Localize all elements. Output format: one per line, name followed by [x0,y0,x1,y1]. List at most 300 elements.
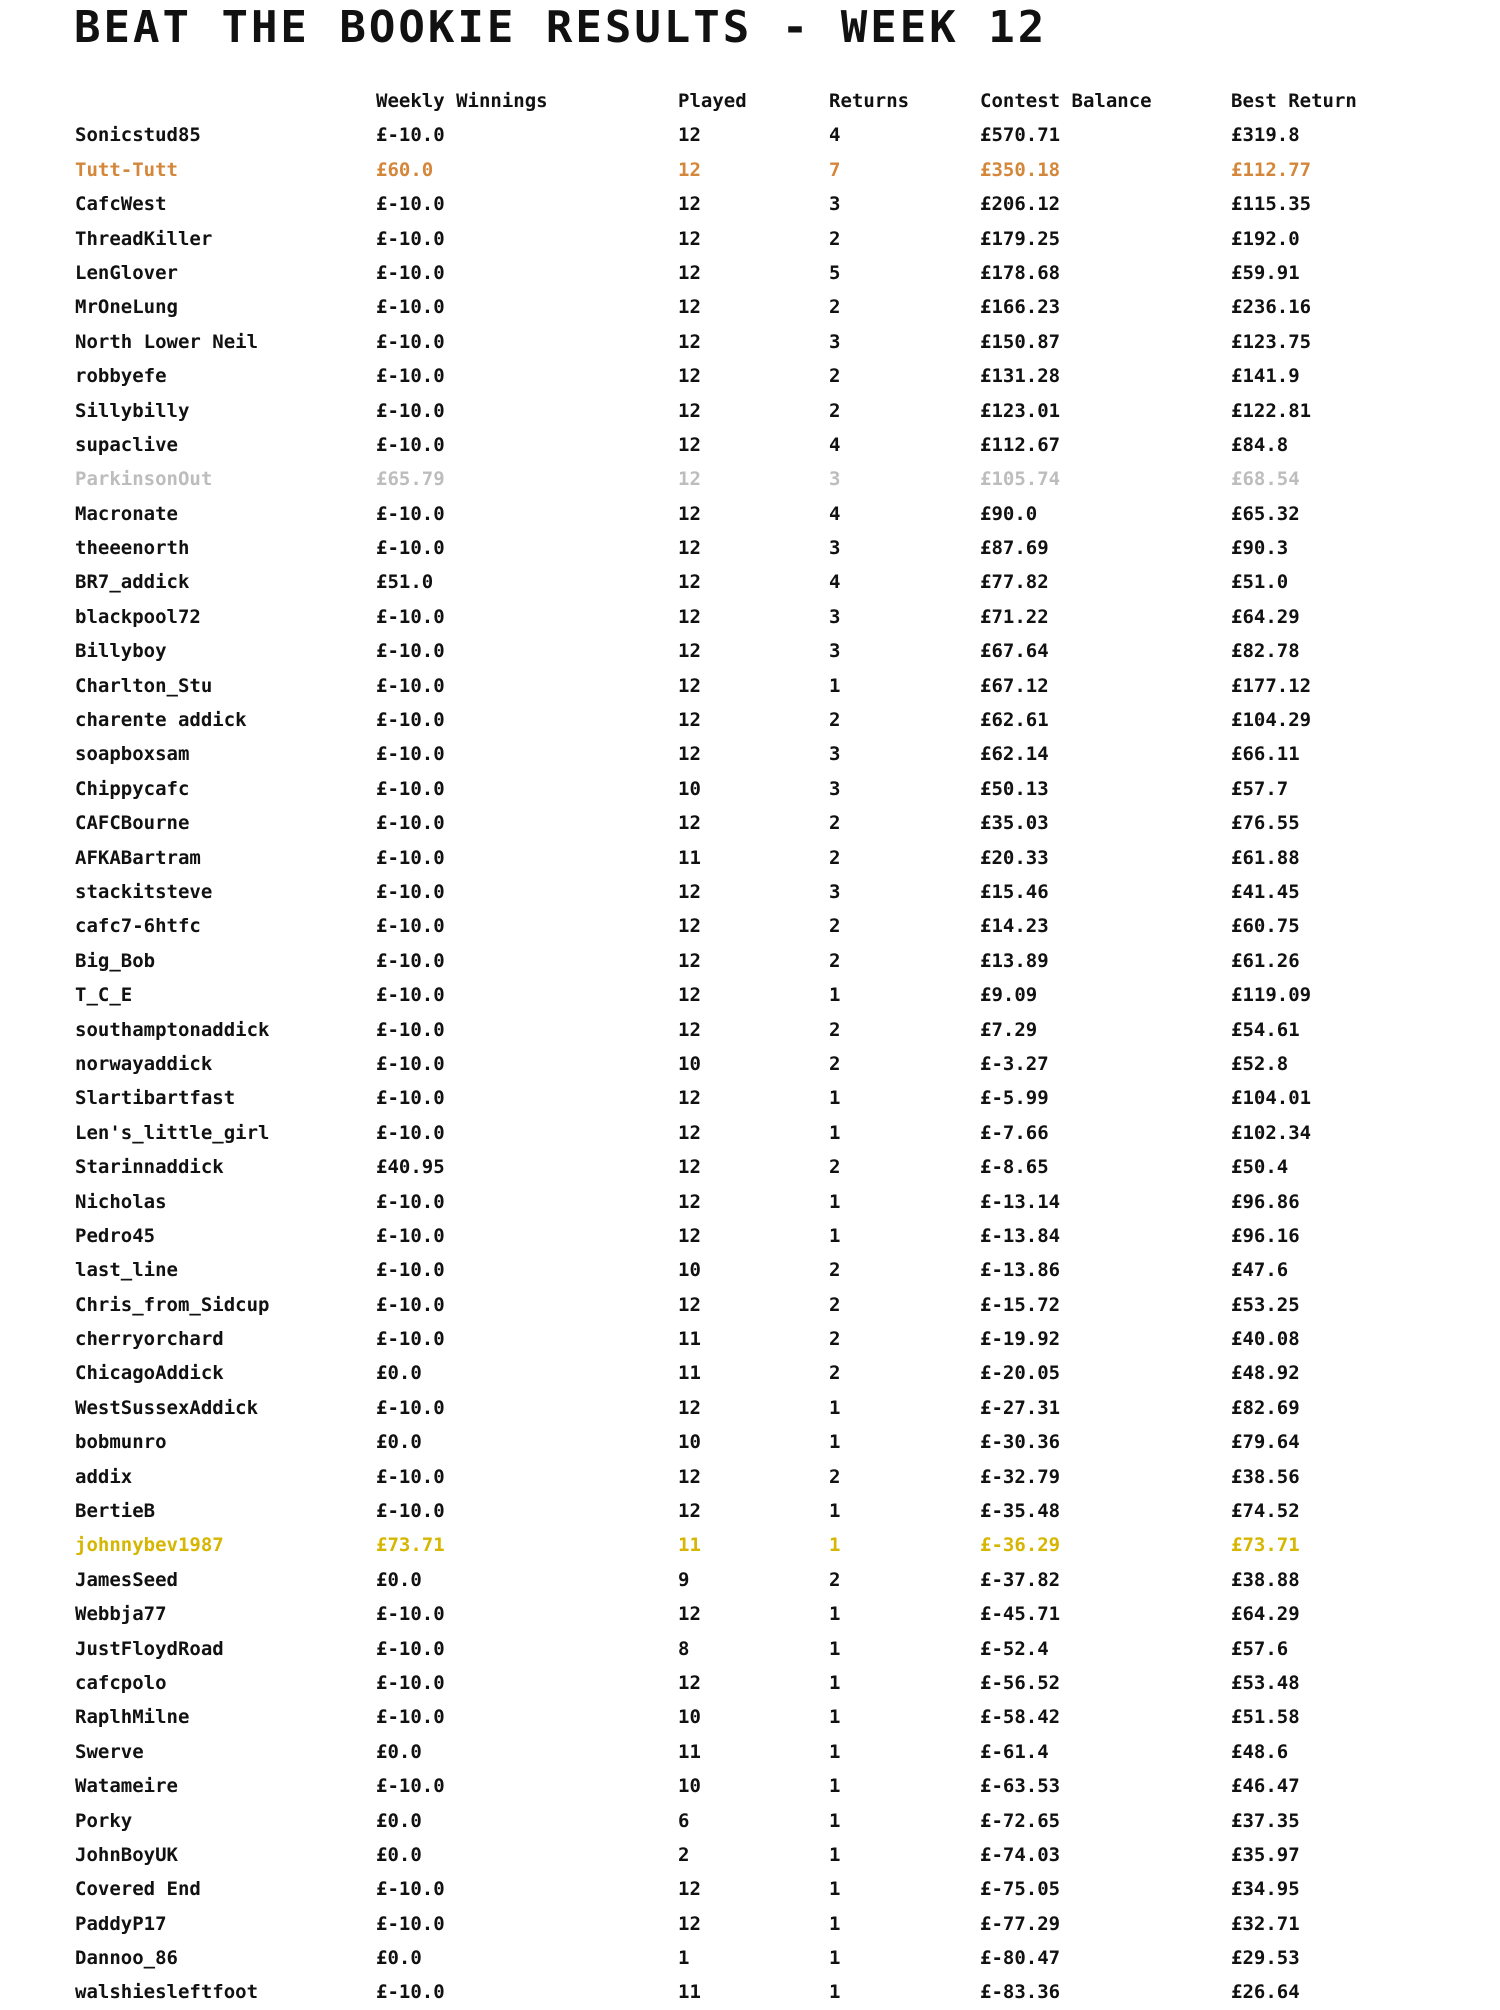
played: 12 [678,537,701,560]
table-row [0,1597,1500,1631]
table-row [0,806,1500,840]
returns: 1 [829,674,841,697]
player-name: BR7_addick [75,571,190,594]
best-return: £112.77 [1231,158,1312,181]
played: 12 [678,949,701,972]
returns: 2 [829,812,841,835]
weekly-winnings: £-10.0 [376,1018,445,1041]
played: 12 [678,812,701,835]
table-row [0,1941,1500,1975]
contest-balance: £-63.53 [980,1775,1061,1798]
played: 12 [678,880,701,903]
player-name: addix [75,1465,133,1488]
weekly-winnings: £-10.0 [376,1603,445,1626]
best-return: £34.95 [1231,1878,1300,1901]
best-return: £66.11 [1231,743,1300,766]
player-name: theeenorth [75,537,190,560]
table-row [0,1975,1500,2009]
best-return: £35.97 [1231,1843,1300,1866]
best-return: £61.88 [1231,846,1300,869]
table-body [0,118,1500,2009]
returns: 4 [829,433,841,456]
contest-balance: £105.74 [980,468,1061,491]
table-row [0,531,1500,565]
played: 12 [678,1087,701,1110]
contest-balance: £-7.66 [980,1121,1049,1144]
table-row [0,841,1500,875]
contest-balance: £87.69 [980,537,1049,560]
table-row [0,1013,1500,1047]
best-return: £53.48 [1231,1671,1300,1694]
table-row [0,325,1500,359]
played: 11 [678,1981,701,2004]
played: 12 [678,1912,701,1935]
played: 12 [678,261,701,284]
table-row [0,394,1500,428]
weekly-winnings: £-10.0 [376,365,445,388]
returns: 1 [829,1740,841,1763]
played: 12 [678,1671,701,1694]
best-return: £47.6 [1231,1259,1289,1282]
weekly-winnings: £-10.0 [376,1775,445,1798]
table-row [0,1735,1500,1769]
player-name: soapboxsam [75,743,190,766]
played: 11 [678,846,701,869]
returns: 2 [829,1018,841,1041]
contest-balance: £131.28 [980,365,1061,388]
returns: 1 [829,1087,841,1110]
table-row [0,1700,1500,1734]
played: 10 [678,777,701,800]
player-name: cafcpolo [75,1671,167,1694]
played: 12 [678,158,701,181]
best-return: £54.61 [1231,1018,1300,1041]
player-name: Chris_from_Sidcup [75,1293,270,1316]
returns: 1 [829,1190,841,1213]
contest-balance: £-77.29 [980,1912,1061,1935]
returns: 2 [829,1465,841,1488]
weekly-winnings: £-10.0 [376,777,445,800]
played: 12 [678,1465,701,1488]
player-name: WestSussexAddick [75,1396,259,1419]
played: 12 [678,674,701,697]
played: 12 [678,1018,701,1041]
played: 12 [678,984,701,1007]
played: 12 [678,124,701,147]
player-name: MrOneLung [75,296,178,319]
played: 12 [678,709,701,732]
played: 12 [678,296,701,319]
contest-balance: £-5.99 [980,1087,1049,1110]
player-name: Webbja77 [75,1603,167,1626]
weekly-winnings: £-10.0 [376,433,445,456]
table-row [0,1563,1500,1597]
table-row [0,1666,1500,1700]
weekly-winnings: £-10.0 [376,399,445,422]
returns: 3 [829,537,841,560]
weekly-winnings: £-10.0 [376,812,445,835]
table-row [0,1460,1500,1494]
header-played: Played [678,90,747,112]
played: 12 [678,1396,701,1419]
played: 11 [678,1362,701,1385]
contest-balance: £-37.82 [980,1568,1061,1591]
contest-balance: £166.23 [980,296,1061,319]
player-name: JamesSeed [75,1568,178,1591]
player-name: supaclive [75,433,178,456]
returns: 3 [829,468,841,491]
contest-balance: £-75.05 [980,1878,1061,1901]
returns: 1 [829,984,841,1007]
table-row [0,1872,1500,1906]
table-row [0,256,1500,290]
table-header [0,84,1500,118]
returns: 3 [829,605,841,628]
contest-balance: £-3.27 [980,1052,1049,1075]
contest-balance: £-13.86 [980,1259,1061,1282]
returns: 1 [829,1912,841,1935]
weekly-winnings: £-10.0 [376,915,445,938]
player-name: RaplhMilne [75,1706,190,1729]
player-name: Slartibartfast [75,1087,236,1110]
returns: 2 [829,399,841,422]
contest-balance: £-13.14 [980,1190,1061,1213]
returns: 1 [829,1637,841,1660]
player-name: ChicagoAddick [75,1362,224,1385]
returns: 4 [829,502,841,525]
contest-balance: £-27.31 [980,1396,1061,1419]
weekly-winnings: £-10.0 [376,743,445,766]
played: 10 [678,1431,701,1454]
table-row [0,634,1500,668]
best-return: £51.58 [1231,1706,1300,1729]
returns: 2 [829,915,841,938]
player-name: Tutt-Tutt [75,158,178,181]
best-return: £65.32 [1231,502,1300,525]
table-row [0,1288,1500,1322]
contest-balance: £-61.4 [980,1740,1049,1763]
weekly-winnings: £0.0 [376,1362,422,1385]
weekly-winnings: £40.95 [376,1156,445,1179]
table-row [0,1494,1500,1528]
played: 12 [678,399,701,422]
best-return: £102.34 [1231,1121,1312,1144]
contest-balance: £-74.03 [980,1843,1061,1866]
returns: 2 [829,1293,841,1316]
contest-balance: £570.71 [980,124,1061,147]
table-row [0,1185,1500,1219]
best-return: £104.01 [1231,1087,1312,1110]
player-name: CAFCBourne [75,812,190,835]
weekly-winnings: £60.0 [376,158,434,181]
played: 12 [678,1603,701,1626]
player-name: Sillybilly [75,399,190,422]
best-return: £37.35 [1231,1809,1300,1832]
table-row [0,1322,1500,1356]
player-name: cherryorchard [75,1328,224,1351]
played: 12 [678,915,701,938]
table-row [0,703,1500,737]
player-name: CafcWest [75,193,167,216]
returns: 1 [829,1224,841,1247]
returns: 1 [829,1981,841,2004]
player-name: johnnybev1987 [75,1534,224,1557]
returns: 1 [829,1396,841,1419]
table-row [0,359,1500,393]
returns: 2 [829,1052,841,1075]
returns: 1 [829,1878,841,1901]
table-row [0,290,1500,324]
played: 1 [678,1947,690,1970]
player-name: cafc7-6htfc [75,915,201,938]
best-return: £61.26 [1231,949,1300,972]
played: 12 [678,502,701,525]
table-row [0,187,1500,221]
best-return: £104.29 [1231,709,1312,732]
table-row [0,1116,1500,1150]
header-contest-balance: Contest Balance [980,90,1152,112]
player-name: LenGlover [75,261,178,284]
contest-balance: £71.22 [980,605,1049,628]
best-return: £141.9 [1231,365,1300,388]
best-return: £57.6 [1231,1637,1289,1660]
best-return: £29.53 [1231,1947,1300,1970]
contest-balance: £-80.47 [980,1947,1061,1970]
played: 6 [678,1809,690,1832]
weekly-winnings: £-10.0 [376,984,445,1007]
contest-balance: £-35.48 [980,1500,1061,1523]
best-return: £123.75 [1231,330,1312,353]
table-row [0,909,1500,943]
best-return: £122.81 [1231,399,1312,422]
weekly-winnings: £0.0 [376,1843,422,1866]
player-name: walshiesleftfoot [75,1981,259,2004]
played: 12 [678,468,701,491]
weekly-winnings: £51.0 [376,571,434,594]
returns: 3 [829,330,841,353]
player-name: Watameire [75,1775,178,1798]
best-return: £40.08 [1231,1328,1300,1351]
best-return: £41.45 [1231,880,1300,903]
weekly-winnings: £-10.0 [376,1912,445,1935]
player-name: Covered End [75,1878,201,1901]
best-return: £52.8 [1231,1052,1289,1075]
returns: 1 [829,1121,841,1144]
returns: 1 [829,1809,841,1832]
player-name: T_C_E [75,984,133,1007]
best-return: £26.64 [1231,1981,1300,2004]
best-return: £82.69 [1231,1396,1300,1419]
weekly-winnings: £-10.0 [376,1500,445,1523]
played: 2 [678,1843,690,1866]
returns: 1 [829,1671,841,1694]
contest-balance: £206.12 [980,193,1061,216]
played: 12 [678,330,701,353]
table-row [0,497,1500,531]
best-return: £119.09 [1231,984,1312,1007]
weekly-winnings: £-10.0 [376,1259,445,1282]
played: 12 [678,743,701,766]
table-row [0,153,1500,187]
best-return: £38.56 [1231,1465,1300,1488]
contest-balance: £-72.65 [980,1809,1061,1832]
returns: 2 [829,1568,841,1591]
returns: 2 [829,709,841,732]
weekly-winnings: £-10.0 [376,193,445,216]
table-row [0,1356,1500,1390]
table-row [0,1804,1500,1838]
player-name: ParkinsonOut [75,468,213,491]
header-weekly-winnings: Weekly Winnings [376,90,548,112]
played: 10 [678,1052,701,1075]
weekly-winnings: £0.0 [376,1431,422,1454]
weekly-winnings: £-10.0 [376,1671,445,1694]
contest-balance: £-8.65 [980,1156,1049,1179]
contest-balance: £350.18 [980,158,1061,181]
player-name: AFKABartram [75,846,201,869]
player-name: Chippycafc [75,777,190,800]
table-row [0,1391,1500,1425]
played: 10 [678,1706,701,1729]
player-name: Charlton_Stu [75,674,213,697]
contest-balance: £-32.79 [980,1465,1061,1488]
returns: 3 [829,193,841,216]
contest-balance: £-52.4 [980,1637,1049,1660]
weekly-winnings: £-10.0 [376,880,445,903]
played: 12 [678,1224,701,1247]
table-row [0,669,1500,703]
played: 12 [678,1121,701,1144]
table-row [0,1150,1500,1184]
player-name: norwayaddick [75,1052,213,1075]
weekly-winnings: £-10.0 [376,709,445,732]
returns: 2 [829,1156,841,1179]
contest-balance: £-83.36 [980,1981,1061,2004]
weekly-winnings: £-10.0 [376,537,445,560]
contest-balance: £14.23 [980,915,1049,938]
played: 12 [678,640,701,663]
weekly-winnings: £-10.0 [376,296,445,319]
player-name: robbyefe [75,365,167,388]
contest-balance: £-45.71 [980,1603,1061,1626]
player-name: ThreadKiller [75,227,213,250]
player-name: Pedro45 [75,1224,156,1247]
best-return: £84.8 [1231,433,1289,456]
returns: 1 [829,1603,841,1626]
results-table [0,84,1500,2010]
weekly-winnings: £-10.0 [376,846,445,869]
returns: 2 [829,1362,841,1385]
best-return: £192.0 [1231,227,1300,250]
weekly-winnings: £-10.0 [376,1706,445,1729]
played: 12 [678,433,701,456]
weekly-winnings: £-10.0 [376,949,445,972]
weekly-winnings: £-10.0 [376,1087,445,1110]
contest-balance: £-56.52 [980,1671,1061,1694]
table-row [0,1528,1500,1562]
returns: 2 [829,846,841,869]
returns: 1 [829,1775,841,1798]
best-return: £76.55 [1231,812,1300,835]
player-name: BertieB [75,1500,156,1523]
played: 11 [678,1534,701,1557]
contest-balance: £35.03 [980,812,1049,835]
weekly-winnings: £-10.0 [376,1878,445,1901]
weekly-winnings: £-10.0 [376,1396,445,1419]
played: 10 [678,1259,701,1282]
best-return: £59.91 [1231,261,1300,284]
best-return: £48.6 [1231,1740,1289,1763]
contest-balance: £-36.29 [980,1534,1061,1557]
player-name: blackpool72 [75,605,201,628]
table-row [0,978,1500,1012]
best-return: £48.92 [1231,1362,1300,1385]
table-row [0,1769,1500,1803]
contest-balance: £112.67 [980,433,1061,456]
table-row [0,600,1500,634]
player-name: Porky [75,1809,133,1832]
table-row [0,1219,1500,1253]
best-return: £53.25 [1231,1293,1300,1316]
returns: 3 [829,777,841,800]
returns: 2 [829,1328,841,1351]
played: 12 [678,1878,701,1901]
played: 8 [678,1637,690,1660]
contest-balance: £123.01 [980,399,1061,422]
player-name: Nicholas [75,1190,167,1213]
weekly-winnings: £-10.0 [376,1981,445,2004]
player-name: stackitsteve [75,880,213,903]
weekly-winnings: £0.0 [376,1740,422,1763]
contest-balance: £15.46 [980,880,1049,903]
table-row [0,118,1500,152]
contest-balance: £-15.72 [980,1293,1061,1316]
table-row [0,737,1500,771]
header-returns: Returns [829,90,910,112]
contest-balance: £90.0 [980,502,1038,525]
player-name: southamptonaddick [75,1018,270,1041]
weekly-winnings: £-10.0 [376,1465,445,1488]
table-row [0,1081,1500,1115]
table-row [0,1425,1500,1459]
player-name: last_line [75,1259,178,1282]
best-return: £50.4 [1231,1156,1289,1179]
contest-balance: £-30.36 [980,1431,1061,1454]
weekly-winnings: £-10.0 [376,1293,445,1316]
played: 12 [678,365,701,388]
returns: 1 [829,1534,841,1557]
contest-balance: £62.61 [980,709,1049,732]
returns: 5 [829,261,841,284]
contest-balance: £-13.84 [980,1224,1061,1247]
best-return: £236.16 [1231,296,1312,319]
weekly-winnings: £65.79 [376,468,445,491]
played: 11 [678,1328,701,1351]
contest-balance: £67.12 [980,674,1049,697]
weekly-winnings: £-10.0 [376,1328,445,1351]
table-row [0,1632,1500,1666]
weekly-winnings: £0.0 [376,1947,422,1970]
best-return: £51.0 [1231,571,1289,594]
weekly-winnings: £-10.0 [376,1190,445,1213]
table-row [0,428,1500,462]
player-name: Dannoo_86 [75,1947,178,1970]
contest-balance: £-20.05 [980,1362,1061,1385]
weekly-winnings: £-10.0 [376,1052,445,1075]
contest-balance: £7.29 [980,1018,1038,1041]
best-return: £319.8 [1231,124,1300,147]
best-return: £32.71 [1231,1912,1300,1935]
